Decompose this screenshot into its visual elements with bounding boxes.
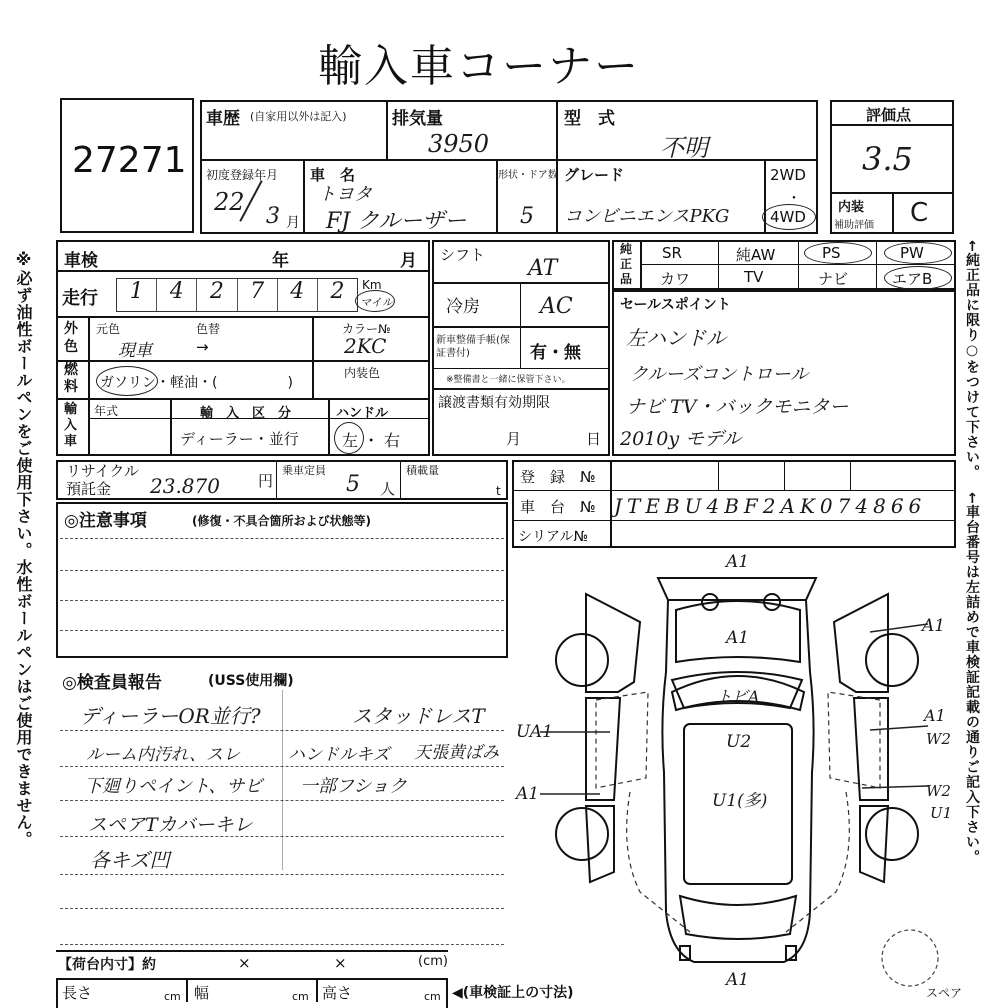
mileage-digit: 4 [278, 279, 318, 311]
fuel-label: 燃料 [64, 362, 78, 395]
equip-aw: 純AW [736, 246, 776, 264]
load-unit: t [496, 484, 501, 498]
equip-airbag: エアB [892, 270, 933, 288]
airbag-circle [884, 266, 952, 290]
lot-number: 27271 [72, 140, 187, 181]
handle-value: 左 ・ 右 [342, 431, 401, 450]
diagram-label-rear: A1 [726, 970, 750, 990]
color-change-label: 色替 [196, 322, 221, 336]
mileage-digit: 4 [157, 279, 197, 311]
grade-value: コンビニエンスPKG [564, 206, 730, 227]
caution-label: ◎注意事項 [64, 511, 147, 531]
report-line-7: 一部フショク [300, 776, 407, 797]
cargo-length-unit: cm [164, 990, 181, 1003]
shaken-year-unit: 年 [272, 251, 289, 271]
cargo-label: 【荷台内寸】約 [58, 957, 156, 973]
recycle-label1: リサイクル [66, 462, 139, 480]
import-type-value: ディーラー・並行 [180, 430, 299, 448]
first-reg-month: 3 [266, 204, 280, 229]
drive-4wd: 4WD [770, 208, 806, 226]
mileage-digit: 2 [197, 279, 237, 311]
diagram-label-r-rear-w2: W2 [926, 782, 951, 800]
color-arrow: → [196, 338, 209, 356]
interior-color-label: 内装色 [344, 366, 381, 380]
transfer-month-unit: 月 [506, 430, 522, 448]
car-name: FJ クルーザー [326, 209, 467, 234]
sales-point-2: クルーズコントロール [630, 364, 809, 385]
report-line-6: 下廻りペイント、サビ [84, 776, 263, 797]
load-label: 積載量 [406, 464, 439, 477]
shaken-label: 車検 [64, 251, 98, 271]
equip-navi: ナビ [818, 270, 849, 288]
history-label: 車歴 [206, 109, 240, 129]
cargo-x-2: × [334, 954, 347, 972]
orig-color-value: 現車 [118, 341, 152, 361]
manual-value: 有・無 [530, 343, 581, 363]
report-line-5: 天張黄ばみ [414, 743, 499, 763]
report-line-4: ハンドルキズ [288, 745, 390, 765]
car-name-label: 車 名 [310, 166, 356, 184]
cargo-cm: (cm) [418, 954, 448, 969]
sales-point-label: セールスポイント [620, 297, 731, 313]
capacity-label: 乗車定員 [282, 464, 326, 477]
mileage-unit-handwritten: マイル [360, 296, 393, 309]
handle-left-circle [334, 422, 364, 454]
report-line-8: スペアTカバーキレ [88, 814, 253, 836]
mileage-digit: 2 [330, 279, 345, 304]
model-year-label: 年式 [94, 404, 119, 418]
right-margin-note-chassis: ←車台番号は左詰めで車検証記載の通りご記入下さい。 [964, 492, 980, 865]
diagram-label-windshield: トビA [716, 687, 760, 706]
diagram-label-hood: A1 [726, 628, 750, 648]
diagram-label-front: A1 [726, 552, 750, 572]
grade-label: グレード [564, 166, 625, 184]
diagram-label-l-door: UA1 [516, 722, 553, 742]
cargo-length-label: 長さ [62, 984, 93, 1002]
diagram-label-rf-fender: A1 [922, 616, 946, 636]
report-line-1: ディーラーOR並行? [80, 704, 261, 728]
drive-4wd-circle [762, 204, 816, 230]
manual-note: ※整備書と一緒に保管下さい。 [446, 375, 571, 385]
interior-label: 内装 [838, 200, 865, 215]
ac-value: AC [540, 294, 573, 319]
right-margin-note-equipment: ←純正品に限り○をつけて下さい。 [964, 240, 980, 480]
import-type-label: 輸 入 区 分 [200, 406, 292, 421]
diagram-label-r-door-a1: A1 [924, 706, 946, 725]
diagram-label-roof-u2: U2 [726, 732, 752, 752]
doors-value: 5 [520, 204, 534, 229]
equip-pw: PW [900, 244, 924, 262]
report-line-3: ルーム内汚れ、スレ [86, 745, 241, 765]
mile-circle [355, 290, 395, 312]
transfer-day-unit: 日 [586, 430, 602, 448]
recycle-yen: 円 [258, 472, 274, 490]
equip-sr: SR [662, 244, 682, 262]
color-no-value: 2KC [344, 334, 387, 358]
capacity-unit: 人 [380, 480, 396, 498]
pw-circle [884, 242, 952, 264]
vehicle-diagram [500, 552, 963, 1000]
chassis-value: JTEBU4BF2AK074866 [614, 494, 927, 518]
manual-label: 新車整備手帳(保証書付) [436, 335, 510, 359]
fuel-text: ガソリン・軽油・( ) [100, 375, 293, 391]
displacement-label: 排気量 [392, 109, 443, 129]
ps-circle [804, 242, 872, 264]
score-label: 評価点 [866, 106, 912, 124]
left-margin-note: ※必ず油性ボールペンをご使用下さい。水性ボールペンはご使用できません。 [14, 250, 33, 848]
km-label: Km [362, 278, 382, 292]
drive-2wd: 2WD [770, 166, 806, 184]
first-reg-year: 22 [214, 188, 245, 216]
page-title: 輸入車コーナー [318, 41, 640, 92]
chassis-label: 車 台 № [520, 498, 596, 516]
maker: トヨタ [318, 184, 372, 205]
fuel-gasoline-circle [96, 366, 158, 396]
inspector-label: ◎検査員報告 [62, 673, 162, 693]
recycle-value: 23.870 [150, 474, 220, 498]
ac-label: 冷房 [446, 297, 480, 317]
capacity-value: 5 [346, 472, 360, 497]
displacement-value: 3950 [428, 130, 490, 158]
handle-label: ハンドル [336, 406, 389, 421]
report-line-2: スタッドレスT [352, 704, 485, 728]
import-label: 輸入車 [64, 402, 78, 449]
model-label: 型 式 [564, 109, 615, 129]
diagram-label-roof-u1: U1(多) [712, 791, 768, 811]
cargo-width-unit: cm [292, 990, 309, 1003]
diagram-label-l-rear: A1 [516, 784, 540, 804]
transfer-label: 譲渡書類有効期限 [438, 395, 550, 411]
diagram-label-r-door-w2: W2 [926, 730, 951, 748]
interior-value: C [910, 198, 929, 228]
orig-color-label: 元色 [96, 322, 121, 336]
spare-label: スペア [926, 986, 963, 1000]
sales-point-3: ナビ TV・バックモニター [626, 396, 849, 418]
cargo-x-1: × [238, 954, 251, 972]
equipment-label: 純正品 [620, 242, 633, 286]
caution-sub: (修復・不具合箇所および状態等) [192, 514, 371, 528]
diagram-label-r-rear-u1: U1 [930, 804, 953, 822]
serial-label: シリアル№ [518, 529, 589, 545]
model-value: 不明 [660, 134, 708, 162]
equip-tv: TV [744, 268, 764, 286]
shaken-month-unit: 月 [400, 251, 417, 271]
reg-no-label: 登 録 № [520, 468, 596, 486]
cargo-height-label: 高さ [322, 984, 353, 1002]
cargo-arrow-note: ◀(車検証上の寸法) [452, 985, 574, 1001]
score-value: 3.5 [862, 140, 913, 178]
equip-leather: カワ [660, 270, 691, 288]
cargo-dims-grid [56, 978, 448, 1008]
sales-point-1: 左ハンドル [626, 326, 726, 350]
interior-sub: 補助評価 [834, 220, 874, 231]
first-reg-label: 初度登録年月 [206, 168, 279, 182]
history-note: (自家用以外は記入) [250, 110, 347, 123]
report-line-9: 各キズ凹 [90, 848, 170, 872]
inspector-sub: (USS使用欄) [208, 673, 294, 689]
sales-point-4: 2010y モデル [620, 428, 742, 450]
first-reg-month-unit: 月 [286, 215, 300, 231]
color-no-label: カラー№ [342, 322, 391, 336]
cargo-width-label: 幅 [194, 984, 210, 1002]
equip-ps: PS [822, 244, 841, 262]
doors-label: 形状・ドア数 [498, 170, 558, 181]
shift-value: AT [528, 256, 558, 281]
mileage-label: 走行 [62, 288, 98, 309]
mileage-digit: 7 [238, 279, 278, 311]
recycle-label2: 預託金 [66, 480, 112, 498]
color-label: 外色 [64, 321, 78, 355]
mileage-digits [116, 278, 358, 312]
shift-label: シフト [440, 246, 486, 264]
cargo-height-unit: cm [424, 990, 441, 1003]
mileage-digit: 1 [117, 279, 157, 311]
